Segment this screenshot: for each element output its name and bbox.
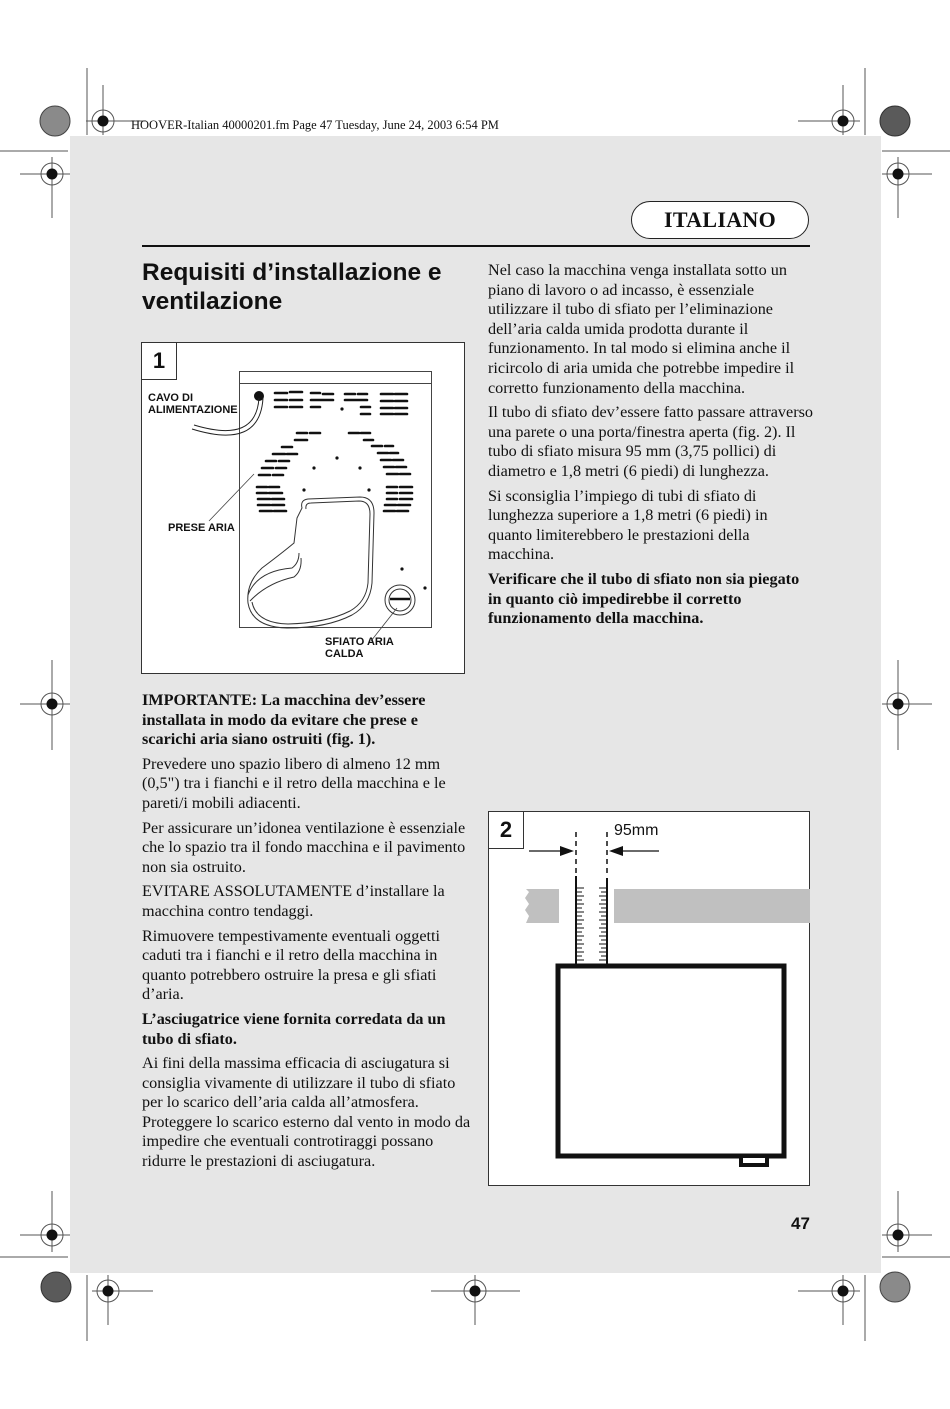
- paragraph-remove-objects: Rimuovere tempestivamente eventuali oggetti caduti tra i fianchi e il retro della macchina in quanto potrebbero ostruire la presa e gli sfiati d’aria.: [142, 926, 441, 1004]
- figure-2: [488, 811, 810, 1186]
- paragraph-hose-kink-warning: Verificare che il tubo di sfiato non sia piegato in quanto ciò impedirebbe il corretto funzionamento della macchina.: [488, 569, 800, 628]
- label-hot-air-vent-line2: CALDA: [325, 648, 364, 660]
- print-header: HOOVER-Italian 40000201.fm Page 47 Tuesday, June 24, 2003 6:54 PM: [131, 118, 499, 132]
- paragraph-important: IMPORTANTE: La macchina dev’essere installata in modo da evitare che prese e scarichi aria siano ostruiti (fig. 1).: [142, 691, 426, 749]
- label-hot-air-vent: [325, 636, 394, 660]
- vent-hose-diagram: [489, 812, 811, 1187]
- paragraph-under-counter: Nel caso la macchina venga installata sotto un piano di lavoro o ad incasso, è essenziale utilizzare il tubo di sfiato per l’eliminazione dell’aria calda umida prodotta durante il funzionamento. In tal modo si elimina anche il ricircolo di aria umida che potrebbe impedire il corretto funzionamento della macchina.: [488, 261, 795, 397]
- figure-1-number: 1: [141, 342, 177, 380]
- paragraph-curtains: EVITARE ASSOLUTAMENTE d’installare la macchina contro tendaggi.: [142, 882, 445, 920]
- label-power-cable-line2: ALIMENTAZIONE: [148, 404, 238, 416]
- paragraph-ventilation: Per assicurare un’idonea ventilazione è essenziale che lo spazio tra il fondo macchina e il pavimento non sia ostruito.: [142, 818, 466, 876]
- figure-2-number: 2: [488, 811, 524, 849]
- right-column-text: [488, 261, 813, 634]
- paragraph-clearance: Prevedere uno spazio libero di almeno 12 mm (0,5") tra i fianchi e il retro della macchina e le pareti/i mobili adiacenti.: [142, 754, 446, 812]
- header-rule: [142, 245, 810, 247]
- language-badge: ITALIANO: [631, 201, 809, 239]
- paragraph-hose-length: Si sconsiglia l’impiego di tubi di sfiato di lunghezza superiore a 1,8 metri (6 piedi) in quanto limiterebbero le prestazioni della macchina.: [488, 486, 768, 564]
- paragraph-hose-routing: Il tubo di sfiato dev’essere fatto passare attraverso una parete o una porta/finestra aperta (fig. 2). Il tubo di sfiato misura 95 mm (3,75 pollici) di diametro e 1,8 metri (6 piedi) di lunghezza.: [488, 403, 813, 480]
- page-number: 47: [791, 1214, 810, 1233]
- figure-1: [141, 342, 465, 674]
- left-column-text: [142, 691, 472, 1177]
- label-air-intakes: PRESE ARIA: [168, 522, 235, 534]
- label-power-cable-line1: CAVO DI: [148, 392, 194, 404]
- section-title: Requisiti d’installazione e ventilazione: [142, 259, 442, 315]
- label-hot-air-vent-line1: SFIATO ARIA: [325, 636, 394, 648]
- paragraph-drying-efficiency: Ai fini della massima efficacia di asciugatura si consiglia vivamente di utilizzare il tubo di sfiato per lo scarico dell’aria calda all’atmosfera. Proteggere lo scarico esterno dal vento in modo da impedire che eventuali controtiraggi possano ridurre le prestazioni di asciugatura.: [142, 1054, 471, 1171]
- paragraph-vent-hose-supplied: L’asciugatrice viene fornita corredata da un tubo di sfiato.: [142, 1009, 446, 1048]
- label-power-cable: [148, 392, 238, 416]
- label-hose-diameter: 95mm: [614, 822, 659, 839]
